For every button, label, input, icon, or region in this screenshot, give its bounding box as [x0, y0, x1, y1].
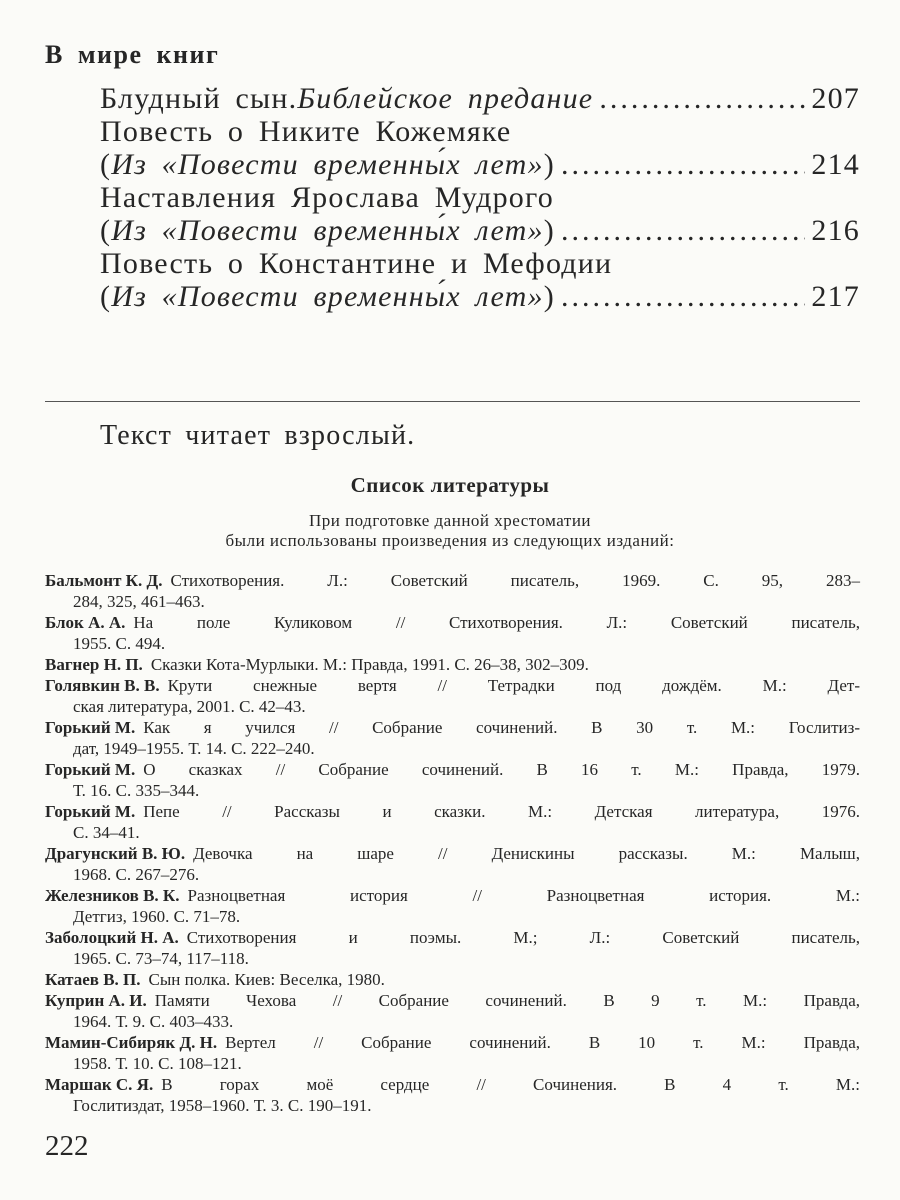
bibliography-item [45, 843, 860, 885]
bibliography-item [45, 759, 860, 801]
bibliography-item [45, 990, 860, 1032]
bibliography-item [45, 801, 860, 843]
toc-entry-text: ) [543, 280, 555, 313]
bibliography-title: Список литературы [350, 473, 550, 497]
bibliography-line [45, 717, 860, 738]
bibliography-list [45, 570, 860, 1116]
intro-line: При подготовке данной хрестоматии [308, 511, 592, 530]
dot-leader [561, 148, 805, 181]
bibliography-item [45, 717, 860, 759]
bibliography-line [45, 990, 860, 1011]
bibliography-item [45, 654, 860, 675]
bibliography-author: Заболоцкий Н. А. [45, 928, 179, 947]
bibliography-line [45, 927, 860, 948]
bibliography-text: Памяти Чехова // Собрание сочинений. В 9 т. М.: Правда, [154, 991, 860, 1010]
bibliography-line [45, 570, 860, 591]
bibliography-line [45, 969, 860, 990]
bibliography-text: В горах моё сердце // Сочинения. В 4 т. М.: [161, 1075, 860, 1094]
bibliography-text: Стихотворения и поэмы. М.; Л.: Советский писатель, [186, 928, 860, 947]
toc-entry-subtitle: Библейское предание [297, 82, 594, 115]
bibliography-line [45, 759, 860, 780]
bibliography-text: Сын полка. Киев: Веселка, 1980. [148, 970, 385, 989]
bibliography-author: Мамин-Сибиряк Д. Н. [45, 1033, 218, 1052]
bibliography-line-continued: Детгиз, 1960. С. 71–78. [73, 907, 241, 926]
bibliography-text: Как я учился // Собрание сочинений. В 30 т. М.: Гослитиз- [143, 718, 860, 737]
bibliography-line [45, 612, 860, 633]
bibliography-text: Разноцветная история // Разноцветная история. М.: [187, 886, 860, 905]
toc-entry-line [100, 82, 860, 115]
bibliography-item [45, 612, 860, 654]
bibliography-text: Девочка на шаре // Денискины рассказы. М.: Малыш, [193, 844, 860, 863]
toc-entry-line [100, 181, 860, 214]
bibliography-author: Драгунский В. Ю. [45, 844, 186, 863]
bibliography-line-continued: 1958. Т. 10. С. 108–121. [73, 1054, 242, 1073]
bibliography-intro [0, 511, 900, 551]
bibliography-author: Горький М. [45, 718, 136, 737]
bibliography-line [45, 675, 860, 696]
toc-entry-text: ( [100, 214, 112, 247]
toc-entry-subtitle: Из «Повести временны́х лет» [111, 280, 544, 313]
toc-entry-text: ) [543, 214, 555, 247]
bibliography-line-continued: 284, 325, 461–463. [73, 592, 205, 611]
toc-entry-subtitle: Из «Повести временны́х лет» [111, 148, 544, 181]
toc-entry-line [100, 115, 860, 148]
page-number: 222 [45, 1130, 89, 1162]
bibliography-line [45, 1074, 860, 1095]
bibliography-line [45, 843, 860, 864]
bibliography-line-continued: 1964. Т. 9. С. 403–433. [73, 1012, 234, 1031]
bibliography-author: Вагнер Н. П. [45, 655, 143, 674]
bibliography-author: Бальмонт К. Д. [45, 571, 163, 590]
dot-leader [561, 280, 805, 313]
bibliography-line [45, 885, 860, 906]
bibliography-author: Железников В. К. [45, 886, 180, 905]
bibliography-line-continued: Т. 16. С. 335–344. [73, 781, 200, 800]
dot-leader [561, 214, 805, 247]
toc-entry-text: ) [543, 148, 555, 181]
bibliography-author: Куприн А. И. [45, 991, 147, 1010]
toc-page-number: 217 [811, 280, 860, 313]
bibliography-line [45, 801, 860, 822]
bibliography-author: Голявкин В. В. [45, 676, 160, 695]
bibliography-line-continued: 1968. С. 267–276. [73, 865, 200, 884]
bibliography-line-continued: ская литература, 2001. С. 42–43. [73, 697, 306, 716]
bibliography-item [45, 570, 860, 612]
bibliography-author: Блок А. А. [45, 613, 126, 632]
toc-entry-line [100, 247, 860, 280]
table-of-contents [100, 82, 860, 313]
toc-entry-text: Наставления Ярослава Мудрого [100, 181, 554, 214]
bibliography-text: Пепе // Рассказы и сказки. М.: Детская литература, 1976. [143, 802, 860, 821]
bibliography-author: Маршак С. Я. [45, 1075, 154, 1094]
bibliography-item [45, 885, 860, 927]
bibliography-author: Катаев В. П. [45, 970, 141, 989]
bibliography-author: Горький М. [45, 760, 136, 779]
bibliography-text: Крути снежные вертя // Тетрадки под дождём. М.: Дет- [167, 676, 860, 695]
bibliography-text: Сказки Кота-Мурлыки. М.: Правда, 1991. С. 26–38, 302–309. [150, 655, 589, 674]
toc-page-number: 214 [811, 148, 860, 181]
toc-entry-line [100, 214, 860, 247]
toc-entry-text: ( [100, 280, 112, 313]
bibliography-text: Стихотворения. Л.: Советский писатель, 1969. С. 95, 283– [170, 571, 860, 590]
bibliography-text: О сказках // Собрание сочинений. В 16 т. М.: Правда, 1979. [143, 760, 860, 779]
bibliography-line-continued: Гослитиздат, 1958–1960. Т. 3. С. 190–191. [73, 1096, 372, 1115]
bibliography-line-continued: С. 34–41. [73, 823, 140, 842]
bibliography-item [45, 969, 860, 990]
section-title: В мире книг [45, 40, 220, 69]
bibliography-line-continued: 1955. С. 494. [73, 634, 166, 653]
toc-entry-line [100, 148, 860, 181]
bibliography-item [45, 1032, 860, 1074]
bibliography-item [45, 675, 860, 717]
toc-entry-text: Повесть о Константине и Мефодии [100, 247, 613, 280]
toc-entry-text: Блудный сын. [100, 82, 298, 115]
bibliography-item [45, 927, 860, 969]
toc-entry-subtitle: Из «Повести временны́х лет» [111, 214, 544, 247]
bibliography-line-continued: дат, 1949–1955. Т. 14. С. 222–240. [73, 739, 315, 758]
bibliography-line-continued: 1965. С. 73–74, 117–118. [73, 949, 249, 968]
toc-page-number: 216 [811, 214, 860, 247]
bibliography-item [45, 1074, 860, 1116]
toc-entry-text: ( [100, 148, 112, 181]
divider [45, 401, 860, 402]
bibliography-author: Горький М. [45, 802, 136, 821]
bibliography-line [45, 654, 860, 675]
toc-page-number: 207 [811, 82, 860, 115]
dot-leader [599, 82, 805, 115]
bibliography-text: На поле Куликовом // Стихотворения. Л.: Советский писатель, [133, 613, 860, 632]
toc-entry-text: Повесть о Никите Кожемяке [100, 115, 512, 148]
toc-entry-line [100, 280, 860, 313]
bibliography-line [45, 1032, 860, 1053]
reading-note: Текст читает взрослый. [100, 420, 416, 451]
bibliography-text: Вертел // Собрание сочинений. В 10 т. М.: Правда, [225, 1033, 860, 1052]
intro-line: были использованы произведения из следующих изданий: [225, 531, 675, 550]
